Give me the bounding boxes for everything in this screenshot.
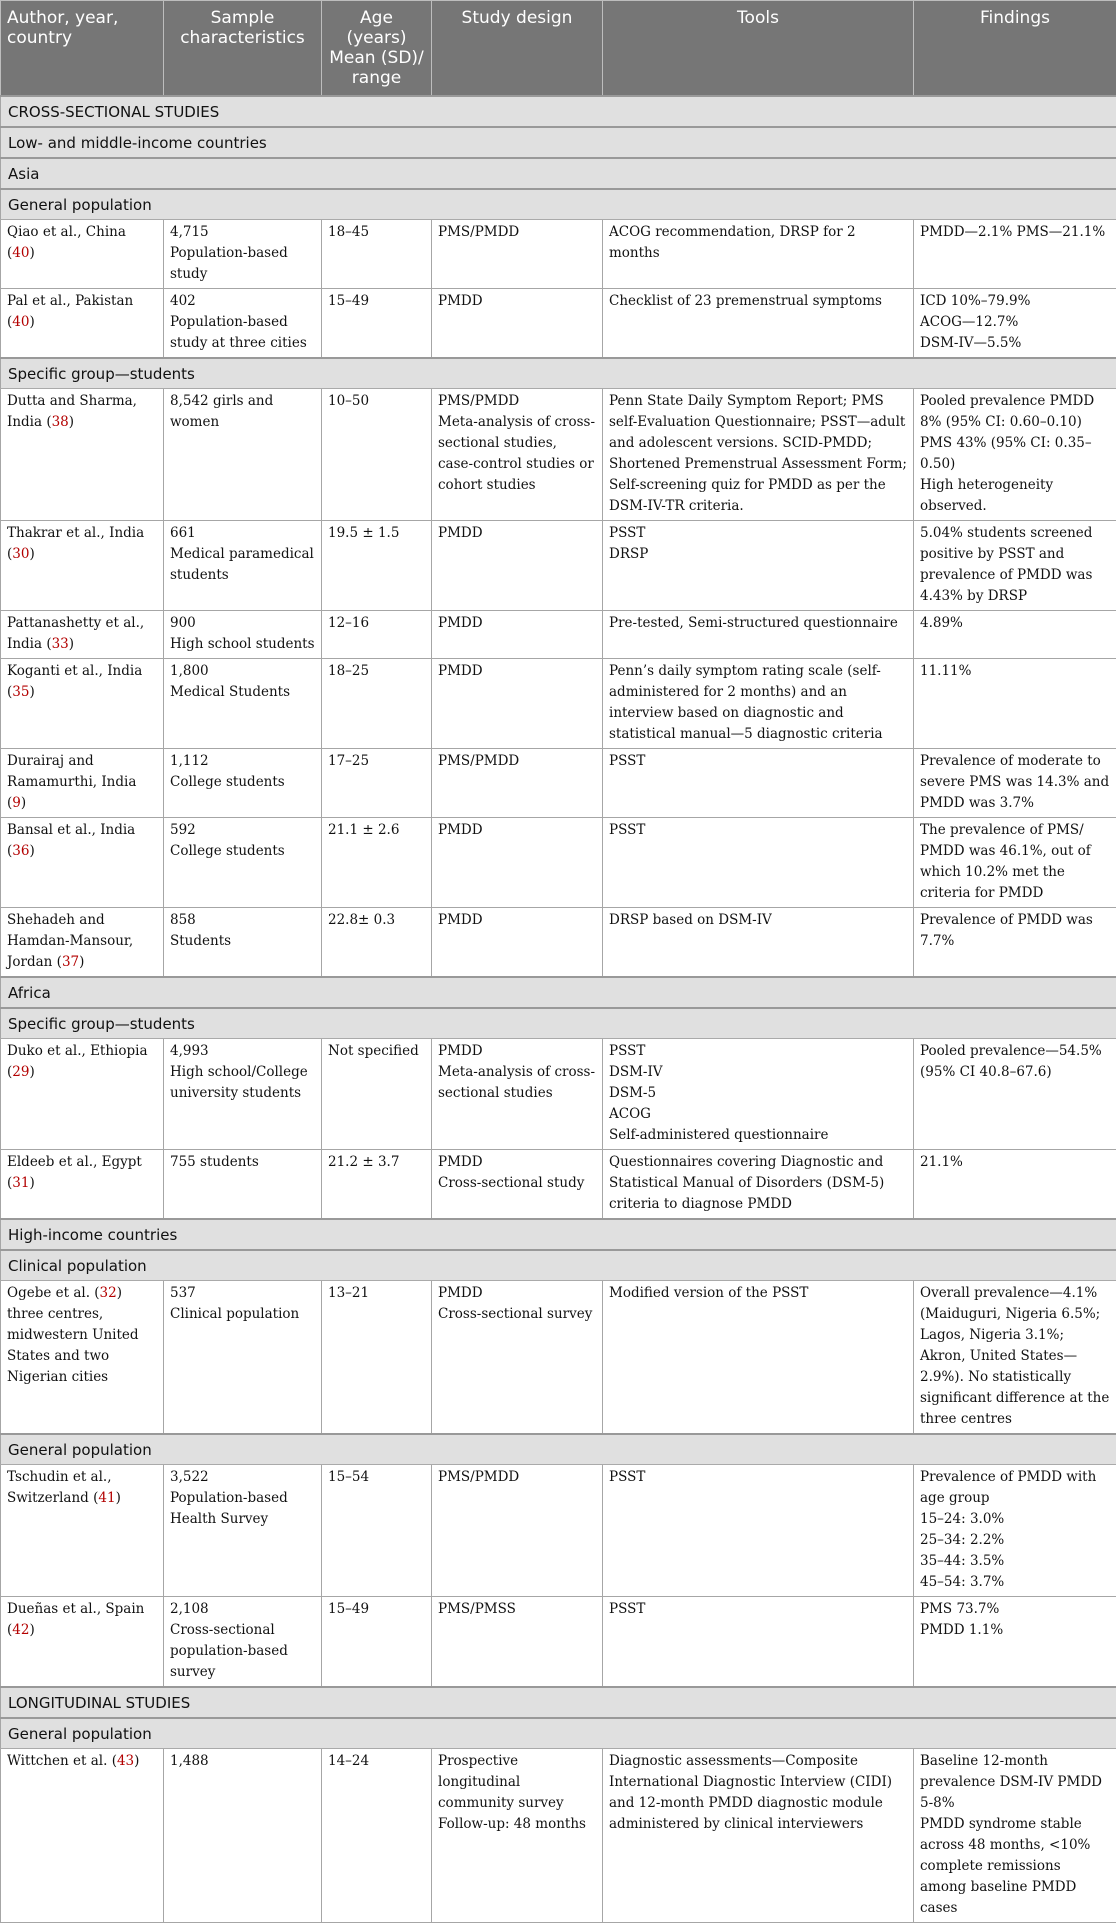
findings-cell — [914, 1749, 1116, 1923]
table-row — [1, 749, 1116, 818]
findings-line: Pooled prevalence—54.5% (95% CI 40.8–67.6) — [920, 1041, 1110, 1083]
sample-cell — [164, 389, 322, 521]
table-row — [1, 389, 1116, 521]
design-cell — [432, 220, 603, 289]
findings-cell — [914, 521, 1116, 611]
citation-ref: 32 — [100, 1285, 117, 1301]
author-name-end: ) — [116, 1490, 121, 1506]
section-label: Low- and middle-income countries — [1, 127, 1116, 158]
section-label: General population — [1, 1718, 1116, 1749]
author-name-end: ) — [29, 314, 34, 330]
author-cell — [1, 1597, 164, 1688]
age-cell: 18–25 — [322, 659, 432, 749]
tools-cell: DRSP based on DSM-IV — [603, 908, 914, 978]
author-cell — [1, 749, 164, 818]
design-cell — [432, 289, 603, 359]
author-name: Bansal et al., India ( — [7, 822, 135, 859]
design-line: PMDD — [438, 820, 596, 841]
author-name: Pattanashetty et al., India ( — [7, 615, 144, 652]
tools-cell — [603, 521, 914, 611]
author-cell — [1, 1749, 164, 1923]
findings-line: Prevalence of PMDD was 7.7% — [920, 910, 1110, 952]
section-label: LONGITUDINAL STUDIES — [1, 1687, 1116, 1718]
author-cell — [1, 289, 164, 359]
sample-line: Population-based — [170, 312, 315, 333]
sample-cell — [164, 908, 322, 978]
findings-line: Baseline 12-month prevalence DSM-IV PMDD 5-8% — [920, 1751, 1110, 1814]
author-cell — [1, 908, 164, 978]
citation-ref: 9 — [12, 795, 21, 811]
table-row — [1, 1039, 1116, 1150]
findings-line: Prevalence of PMDD with age group — [920, 1467, 1110, 1509]
citation-ref: 35 — [12, 684, 29, 700]
design-line: PMDD — [438, 1283, 596, 1304]
table-row — [1, 521, 1116, 611]
sample-line: Medical paramedical students — [170, 544, 315, 586]
sample-line: 2,108 — [170, 1599, 315, 1620]
sample-line: 858 — [170, 910, 315, 931]
findings-line: DSM-IV—5.5% — [920, 333, 1110, 354]
sample-line: 3,522 — [170, 1467, 315, 1488]
age-cell: 10–50 — [322, 389, 432, 521]
findings-cell — [914, 289, 1116, 359]
sample-line: 592 — [170, 820, 315, 841]
design-cell — [432, 1465, 603, 1597]
section-row — [1, 96, 1116, 127]
design-line: PMDD — [438, 1041, 596, 1062]
sample-cell — [164, 1039, 322, 1150]
age-cell: 22.8± 0.3 — [322, 908, 432, 978]
author-name-end: ) — [79, 954, 84, 970]
section-label: Clinical population — [1, 1250, 1116, 1281]
findings-line: The prevalence of PMS/ PMDD was 46.1%, out of which 10.2% met the criteria for PMDD — [920, 820, 1110, 904]
header-age: Age (years) Mean (SD)/ range — [322, 1, 432, 97]
citation-ref: 31 — [12, 1175, 29, 1191]
author-cell — [1, 521, 164, 611]
design-line: PMS/PMDD — [438, 1467, 596, 1488]
design-line: PMDD — [438, 661, 596, 682]
header-author: Author, year, country — [1, 1, 164, 97]
findings-line: Overall prevalence—4.1% (Maiduguri, Nigeria 6.5%; Lagos, Nigeria 3.1%; Akron, United States—2.9%). No statistically significant difference at the three centres — [920, 1283, 1110, 1430]
citation-ref: 38 — [52, 414, 69, 430]
author-name: Qiao et al., China ( — [7, 224, 126, 261]
citation-ref: 40 — [12, 314, 29, 330]
findings-line: 25–34: 2.2% — [920, 1530, 1110, 1551]
findings-line: PMDD—2.1% PMS—21.1% — [920, 222, 1110, 243]
sample-line: 661 — [170, 523, 315, 544]
age-cell: 13–21 — [322, 1281, 432, 1435]
sample-line: Cross-sectional population-based survey — [170, 1620, 315, 1683]
table-row — [1, 659, 1116, 749]
tools-cell: Diagnostic assessments—Composite International Diagnostic Interview (CIDI) and 12-month PMDD diagnostic module administered by clinical interviewers — [603, 1749, 914, 1923]
author-name-end: ) — [29, 843, 34, 859]
tools-cell: Penn State Daily Symptom Report; PMS self-Evaluation Questionnaire; PSST—adult and adolescent versions. SCID-PMDD; Shortened Premenstrual Assessment Form; Self-screening quiz for PMDD as per the DSM-IV-TR criteria. — [603, 389, 914, 521]
table-row — [1, 1597, 1116, 1688]
findings-line: Pooled prevalence PMDD 8% (95% CI: 0.60–0.10) — [920, 391, 1110, 433]
tools-cell: PSST — [603, 818, 914, 908]
sample-line: 537 — [170, 1283, 315, 1304]
tools-line: PSST — [609, 1041, 907, 1062]
section-row — [1, 127, 1116, 158]
section-label: Africa — [1, 977, 1116, 1008]
sample-line: study at three cities — [170, 333, 315, 354]
header-design: Study design — [432, 1, 603, 97]
sample-cell — [164, 289, 322, 359]
design-line: Meta-analysis of cross-sectional studies — [438, 1062, 596, 1104]
section-row — [1, 977, 1116, 1008]
findings-cell — [914, 1039, 1116, 1150]
author-cell — [1, 1465, 164, 1597]
table-row — [1, 908, 1116, 978]
tools-line: Self-administered questionnaire — [609, 1125, 907, 1146]
author-name-end: ) — [29, 1622, 34, 1638]
table-row — [1, 289, 1116, 359]
table-row — [1, 220, 1116, 289]
table-row — [1, 611, 1116, 659]
tools-line: DRSP — [609, 544, 907, 565]
age-cell: 15–49 — [322, 289, 432, 359]
author-name: Wittchen et al. ( — [7, 1753, 117, 1769]
author-name-end: ) — [69, 636, 74, 652]
findings-line: PMS 43% (95% CI: 0.35–0.50) — [920, 433, 1110, 475]
sample-line: 1,488 — [170, 1751, 315, 1772]
design-line: PMDD — [438, 291, 596, 312]
sample-line: 1,800 — [170, 661, 315, 682]
age-cell: 21.1 ± 2.6 — [322, 818, 432, 908]
findings-line: PMDD syndrome stable across 48 months, <10% complete remissions among baseline PMDD cases — [920, 1814, 1110, 1919]
author-name-end: ) — [29, 684, 34, 700]
author-name: Durairaj and Ramamurthi, India ( — [7, 753, 136, 811]
design-line: PMS/PMDD — [438, 222, 596, 243]
author-name-end: ) — [21, 795, 26, 811]
tools-cell — [603, 1039, 914, 1150]
section-row — [1, 1008, 1116, 1039]
tools-cell: PSST — [603, 1465, 914, 1597]
author-cell — [1, 1281, 164, 1435]
section-label: Asia — [1, 158, 1116, 189]
design-cell — [432, 749, 603, 818]
findings-line: PMS 73.7% — [920, 1599, 1110, 1620]
section-label: CROSS-SECTIONAL STUDIES — [1, 96, 1116, 127]
section-label: Specific group—students — [1, 358, 1116, 389]
author-name-end: ) — [29, 1175, 34, 1191]
findings-line: 5.04% students screened positive by PSST and prevalence of PMDD was 4.43% by DRSP — [920, 523, 1110, 607]
design-line: PMS/PMDD — [438, 751, 596, 772]
table-header — [1, 1, 1116, 97]
design-line: PMS/PMDD — [438, 391, 596, 412]
author-name: Eldeeb et al., Egypt ( — [7, 1154, 142, 1191]
design-line: Cross-sectional study — [438, 1173, 596, 1194]
findings-cell — [914, 220, 1116, 289]
findings-line: PMDD 1.1% — [920, 1620, 1110, 1641]
sample-line: High school students — [170, 634, 315, 655]
sample-cell — [164, 1150, 322, 1220]
table-row — [1, 1150, 1116, 1220]
citation-ref: 30 — [12, 546, 29, 562]
tools-line: ACOG — [609, 1104, 907, 1125]
sample-cell — [164, 749, 322, 818]
design-cell — [432, 908, 603, 978]
citation-ref: 37 — [62, 954, 79, 970]
design-line: PMDD — [438, 910, 596, 931]
findings-cell — [914, 611, 1116, 659]
findings-line: ACOG—12.7% — [920, 312, 1110, 333]
citation-ref: 43 — [117, 1753, 134, 1769]
sample-line: 755 students — [170, 1152, 315, 1173]
findings-line: 15–24: 3.0% — [920, 1509, 1110, 1530]
tools-line: DSM-5 — [609, 1083, 907, 1104]
section-label: Specific group—students — [1, 1008, 1116, 1039]
design-line: Follow-up: 48 months — [438, 1814, 596, 1835]
age-cell: 17–25 — [322, 749, 432, 818]
age-cell: 19.5 ± 1.5 — [322, 521, 432, 611]
author-cell — [1, 818, 164, 908]
header-sample: Sample characteristics — [164, 1, 322, 97]
author-cell — [1, 389, 164, 521]
design-line: Meta-analysis of cross-sectional studies, case-control studies or cohort studies — [438, 412, 596, 496]
author-name-end: ) — [29, 1064, 34, 1080]
findings-line: 45–54: 3.7% — [920, 1572, 1110, 1593]
sample-cell — [164, 220, 322, 289]
findings-line: High heterogeneity observed. — [920, 475, 1110, 517]
findings-line: 21.1% — [920, 1152, 1110, 1173]
findings-cell — [914, 1281, 1116, 1435]
tools-cell: Penn’s daily symptom rating scale (self-administered for 2 months) and an interview based on diagnostic and statistical manual—5 diagnostic criteria — [603, 659, 914, 749]
sample-cell — [164, 1597, 322, 1688]
author-name-end: ) — [69, 414, 74, 430]
findings-line: 4.89% — [920, 613, 1110, 634]
table-row — [1, 1749, 1116, 1923]
author-name: Pal et al., Pakistan ( — [7, 293, 133, 330]
sample-cell — [164, 1749, 322, 1923]
design-line: PMDD — [438, 523, 596, 544]
section-row — [1, 1434, 1116, 1465]
sample-line: Population-based Health Survey — [170, 1488, 315, 1530]
section-row — [1, 158, 1116, 189]
citation-ref: 42 — [12, 1622, 29, 1638]
findings-line: Prevalence of moderate to severe PMS was 14.3% and PMDD was 3.7% — [920, 751, 1110, 814]
sample-cell — [164, 611, 322, 659]
findings-cell — [914, 1597, 1116, 1688]
section-label: General population — [1, 189, 1116, 220]
author-name-end: ) — [134, 1753, 139, 1769]
author-cell — [1, 1039, 164, 1150]
section-row — [1, 1219, 1116, 1250]
age-cell: Not specified — [322, 1039, 432, 1150]
design-cell — [432, 1039, 603, 1150]
design-cell — [432, 818, 603, 908]
age-cell: 12–16 — [322, 611, 432, 659]
sample-line: High school/College university students — [170, 1062, 315, 1104]
section-row — [1, 1250, 1116, 1281]
findings-cell — [914, 1465, 1116, 1597]
author-name-end: ) — [29, 546, 34, 562]
tools-cell: ACOG recommendation, DRSP for 2 months — [603, 220, 914, 289]
sample-line: Clinical population — [170, 1304, 315, 1325]
design-line: PMDD — [438, 1152, 596, 1173]
section-row — [1, 1687, 1116, 1718]
age-cell: 15–54 — [322, 1465, 432, 1597]
design-line: PMS/PMSS — [438, 1599, 596, 1620]
sample-line: Students — [170, 931, 315, 952]
header-findings: Findings — [914, 1, 1116, 97]
author-cell — [1, 220, 164, 289]
design-cell — [432, 1749, 603, 1923]
table-row — [1, 818, 1116, 908]
tools-line: DSM-IV — [609, 1062, 907, 1083]
author-name: Thakrar et al., India ( — [7, 525, 144, 562]
findings-cell — [914, 818, 1116, 908]
sample-line: Medical Students — [170, 682, 315, 703]
design-cell — [432, 1150, 603, 1220]
author-name: Dutta and Sharma, India ( — [7, 393, 137, 430]
sample-line: 4,715 — [170, 222, 315, 243]
design-line: Cross-sectional survey — [438, 1304, 596, 1325]
author-name: Dueñas et al., Spain ( — [7, 1601, 144, 1638]
author-name: Duko et al., Ethiopia ( — [7, 1043, 148, 1080]
tools-line: PSST — [609, 523, 907, 544]
sample-line: College students — [170, 772, 315, 793]
header-row — [1, 1, 1116, 97]
section-row — [1, 358, 1116, 389]
age-cell: 14–24 — [322, 1749, 432, 1923]
findings-line: 35–44: 3.5% — [920, 1551, 1110, 1572]
sample-line: 900 — [170, 613, 315, 634]
citation-ref: 29 — [12, 1064, 29, 1080]
design-cell — [432, 1597, 603, 1688]
sample-cell — [164, 521, 322, 611]
author-name: Ogebe et al. ( — [7, 1285, 100, 1301]
design-line: PMDD — [438, 613, 596, 634]
tools-cell: Checklist of 23 premenstrual symptoms — [603, 289, 914, 359]
findings-cell — [914, 389, 1116, 521]
section-label: General population — [1, 1434, 1116, 1465]
table-row — [1, 1465, 1116, 1597]
tools-cell: PSST — [603, 749, 914, 818]
findings-cell — [914, 908, 1116, 978]
sample-line: 1,112 — [170, 751, 315, 772]
design-cell — [432, 389, 603, 521]
sample-line: College students — [170, 841, 315, 862]
sample-line: study — [170, 264, 315, 285]
sample-line: Population-based — [170, 243, 315, 264]
age-cell: 21.2 ± 3.7 — [322, 1150, 432, 1220]
age-cell: 18–45 — [322, 220, 432, 289]
design-cell — [432, 659, 603, 749]
age-cell: 15–49 — [322, 1597, 432, 1688]
author-name: Tschudin et al., Switzerland ( — [7, 1469, 112, 1506]
author-name: Shehadeh and Hamdan-Mansour, Jordan ( — [7, 912, 133, 970]
tools-cell: Pre-tested, Semi-structured questionnaire — [603, 611, 914, 659]
table-row — [1, 1281, 1116, 1435]
header-tools: Tools — [603, 1, 914, 97]
design-line: Prospective longitudinal community survey — [438, 1751, 596, 1814]
findings-line: ICD 10%–79.9% — [920, 291, 1110, 312]
sample-line: 4,993 — [170, 1041, 315, 1062]
author-cell — [1, 1150, 164, 1220]
section-row — [1, 189, 1116, 220]
findings-cell — [914, 749, 1116, 818]
section-row — [1, 1718, 1116, 1749]
design-cell — [432, 521, 603, 611]
author-cell — [1, 611, 164, 659]
findings-cell — [914, 1150, 1116, 1220]
section-label: High-income countries — [1, 1219, 1116, 1250]
design-cell — [432, 1281, 603, 1435]
author-name-end: ) — [29, 245, 34, 261]
author-name-end: ) three centres, midwestern United States and two Nigerian cities — [7, 1285, 139, 1385]
findings-cell — [914, 659, 1116, 749]
sample-cell — [164, 818, 322, 908]
sample-cell — [164, 659, 322, 749]
tools-cell: PSST — [603, 1597, 914, 1688]
citation-ref: 36 — [12, 843, 29, 859]
tools-cell: Modified version of the PSST — [603, 1281, 914, 1435]
tools-cell: Questionnaires covering Diagnostic and Statistical Manual of Disorders (DSM-5) criteria to diagnose PMDD — [603, 1150, 914, 1220]
sample-line: 8,542 girls and women — [170, 391, 315, 433]
citation-ref: 33 — [52, 636, 69, 652]
author-name: Koganti et al., India ( — [7, 663, 142, 700]
findings-line: 11.11% — [920, 661, 1110, 682]
sample-cell — [164, 1281, 322, 1435]
sample-line: 402 — [170, 291, 315, 312]
design-cell — [432, 611, 603, 659]
citation-ref: 41 — [98, 1490, 115, 1506]
citation-ref: 40 — [12, 245, 29, 261]
sample-cell — [164, 1465, 322, 1597]
author-cell — [1, 659, 164, 749]
